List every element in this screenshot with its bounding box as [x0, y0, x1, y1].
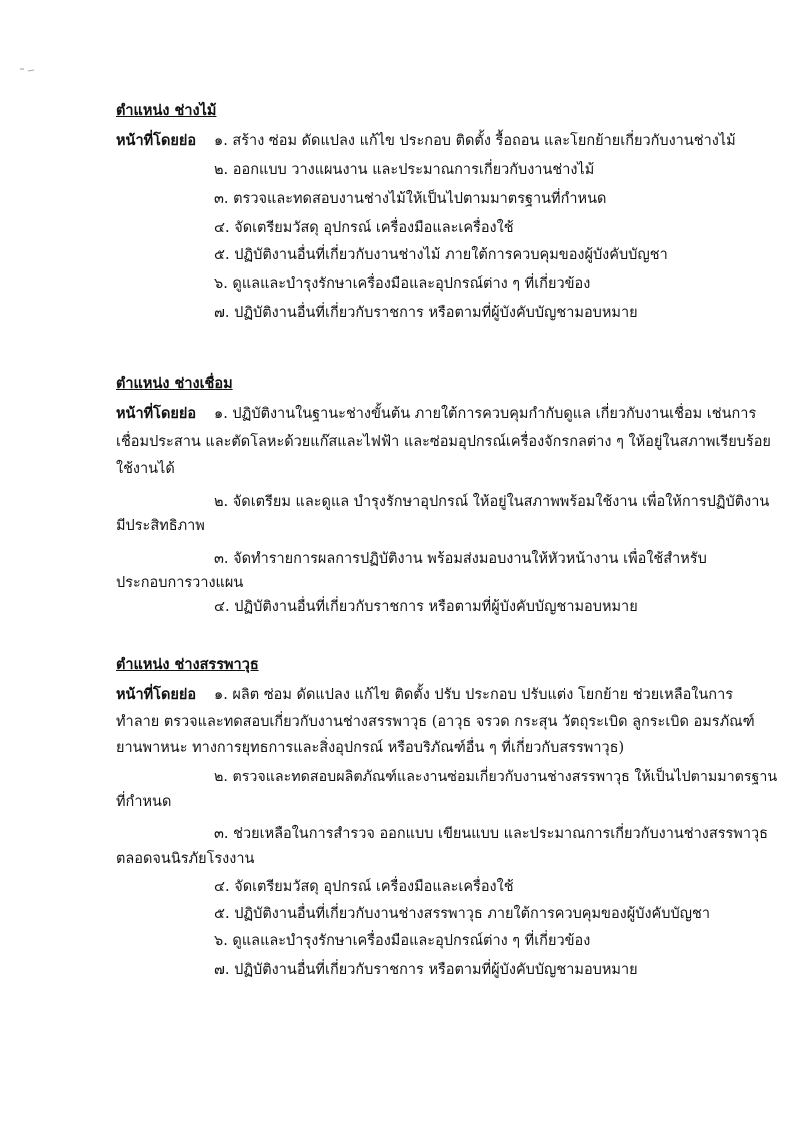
- welder-duty-3: ๓. จัดทำรายการผลการปฏิบัติงาน พร้อมส่งมอบงานให้หัวหน้างาน เพื่อใช้สำหรับ: [214, 551, 707, 567]
- ordnance-duty-1-cont-b: ยานพาหนะ ทางการยุทธการและสิ่งอุปกรณ์ หรือบริภัณฑ์อื่น ๆ ที่เกี่ยวกับสรรพาวุธ): [116, 740, 625, 756]
- ordnance-duty-4: ๔. จัดเตรียมวัสดุ อุปกรณ์ เครื่องมือและเครื่องใช้: [214, 879, 514, 895]
- duty-label-ordnance: หน้าที่โดยย่อ: [116, 686, 197, 703]
- ordnance-duty-6: ๖. ดูแลและบำรุงรักษาเครื่องมือและอุปกรณ์ต่าง ๆ ที่เกี่ยวข้อง: [214, 933, 591, 949]
- ordnance-duty-1-cont-a: ทำลาย ตรวจและทดสอบเกี่ยวกับงานช่างสรรพาวุธ (อาวุธ จรวด กระสุน วัตถุระเบิด ลูกระเบิด อมรภัณฑ์: [116, 714, 755, 730]
- welder-duty-3-cont: ประกอบการวางแผน: [116, 575, 244, 591]
- carpenter-duty-7: ๗. ปฏิบัติงานอื่นที่เกี่ยวกับราชการ หรือตามที่ผู้บังคับบัญชามอบหมาย: [214, 305, 638, 321]
- carpenter-duty-1: ๑. สร้าง ซ่อม ดัดแปลง แก้ไข ประกอบ ติดตั้ง รื้อถอน และโยกย้ายเกี่ยวกับงานช่างไม้: [214, 133, 736, 149]
- carpenter-duty-4: ๔. จัดเตรียมวัสดุ อุปกรณ์ เครื่องมือและเครื่องใช้: [214, 220, 514, 236]
- carpenter-duty-5: ๕. ปฏิบัติงานอื่นที่เกี่ยวกับงานช่างไม้ ภายใต้การควบคุมของผู้บังคับบัญชา: [214, 247, 668, 263]
- welder-duty-1-cont-a: เชื่อมประสาน และตัดโลหะด้วยแก๊สและไฟฟ้า และซ่อมอุปกรณ์เครื่องจักรกลต่าง ๆ ให้อยู่ในสภาพเรียบร้อย: [116, 434, 771, 450]
- ordnance-duty-1: ๑. ผลิต ซ่อม ดัดแปลง แก้ไข ติดตั้ง ปรับ ประกอบ ปรับแต่ง โยกย้าย ช่วยเหลือในการ: [214, 687, 734, 703]
- ordnance-duty-3-cont: ตลอดจนนิรภัยโรงงาน: [116, 851, 255, 867]
- duty-label-welder: หน้าที่โดยย่อ: [116, 405, 197, 422]
- section-title-ordnance: ตำแหน่ง ช่างสรรพาวุธ: [116, 656, 259, 673]
- ordnance-duty-7: ๗. ปฏิบัติงานอื่นที่เกี่ยวกับราชการ หรือตามที่ผู้บังคับบัญชามอบหมาย: [214, 962, 638, 978]
- welder-duty-2-cont: มีประสิทธิภาพ: [116, 518, 205, 534]
- welder-duty-4: ๔. ปฏิบัติงานอื่นที่เกี่ยวกับราชการ หรือตามที่ผู้บังคับบัญชามอบหมาย: [214, 599, 638, 615]
- welder-duty-1: ๑. ปฏิบัติงานในฐานะช่างขั้นต้น ภายใต้การควบคุมกำกับดูแล เกี่ยวกับงานเชื่อม เช่นการ: [214, 406, 757, 422]
- duty-label-carpenter: หน้าที่โดยย่อ: [116, 132, 197, 149]
- carpenter-duty-3: ๓. ตรวจและทดสอบงานช่างไม้ให้เป็นไปตามมาตรฐานที่กำหนด: [214, 191, 607, 207]
- carpenter-duty-6: ๖. ดูแลและบำรุงรักษาเครื่องมือและอุปกรณ์ต่าง ๆ ที่เกี่ยวข้อง: [214, 276, 591, 292]
- ordnance-duty-3: ๓. ช่วยเหลือในการสำรวจ ออกแบบ เขียนแบบ และประมาณการเกี่ยวกับงานช่างสรรพาวุธ: [214, 826, 768, 842]
- section-title-carpenter: ตำแหน่ง ช่างไม้: [116, 102, 217, 119]
- welder-duty-2: ๒. จัดเตรียม และดูแล บำรุงรักษาอุปกรณ์ ให้อยู่ในสภาพพร้อมใช้งาน เพื่อให้การปฏิบัติงาน: [214, 494, 770, 510]
- ordnance-duty-2-cont: ที่กำหนด: [116, 794, 172, 810]
- welder-duty-1-cont-b: ใช้งานได้: [116, 461, 175, 477]
- section-title-welder: ตำแหน่ง ช่างเชื่อม: [116, 375, 233, 392]
- scan-mark: [18, 64, 40, 74]
- ordnance-duty-2: ๒. ตรวจและทดสอบผลิตภัณฑ์และงานซ่อมเกี่ยวกับงานช่างสรรพาวุธ ให้เป็นไปตามมาตรฐาน: [214, 769, 778, 785]
- carpenter-duty-2: ๒. ออกแบบ วางแผนงาน และประมาณการเกี่ยวกับงานช่างไม้: [214, 162, 595, 178]
- ordnance-duty-5: ๕. ปฏิบัติงานอื่นที่เกี่ยวกับงานช่างสรรพาวุธ ภายใต้การควบคุมของผู้บังคับบัญชา: [214, 906, 710, 922]
